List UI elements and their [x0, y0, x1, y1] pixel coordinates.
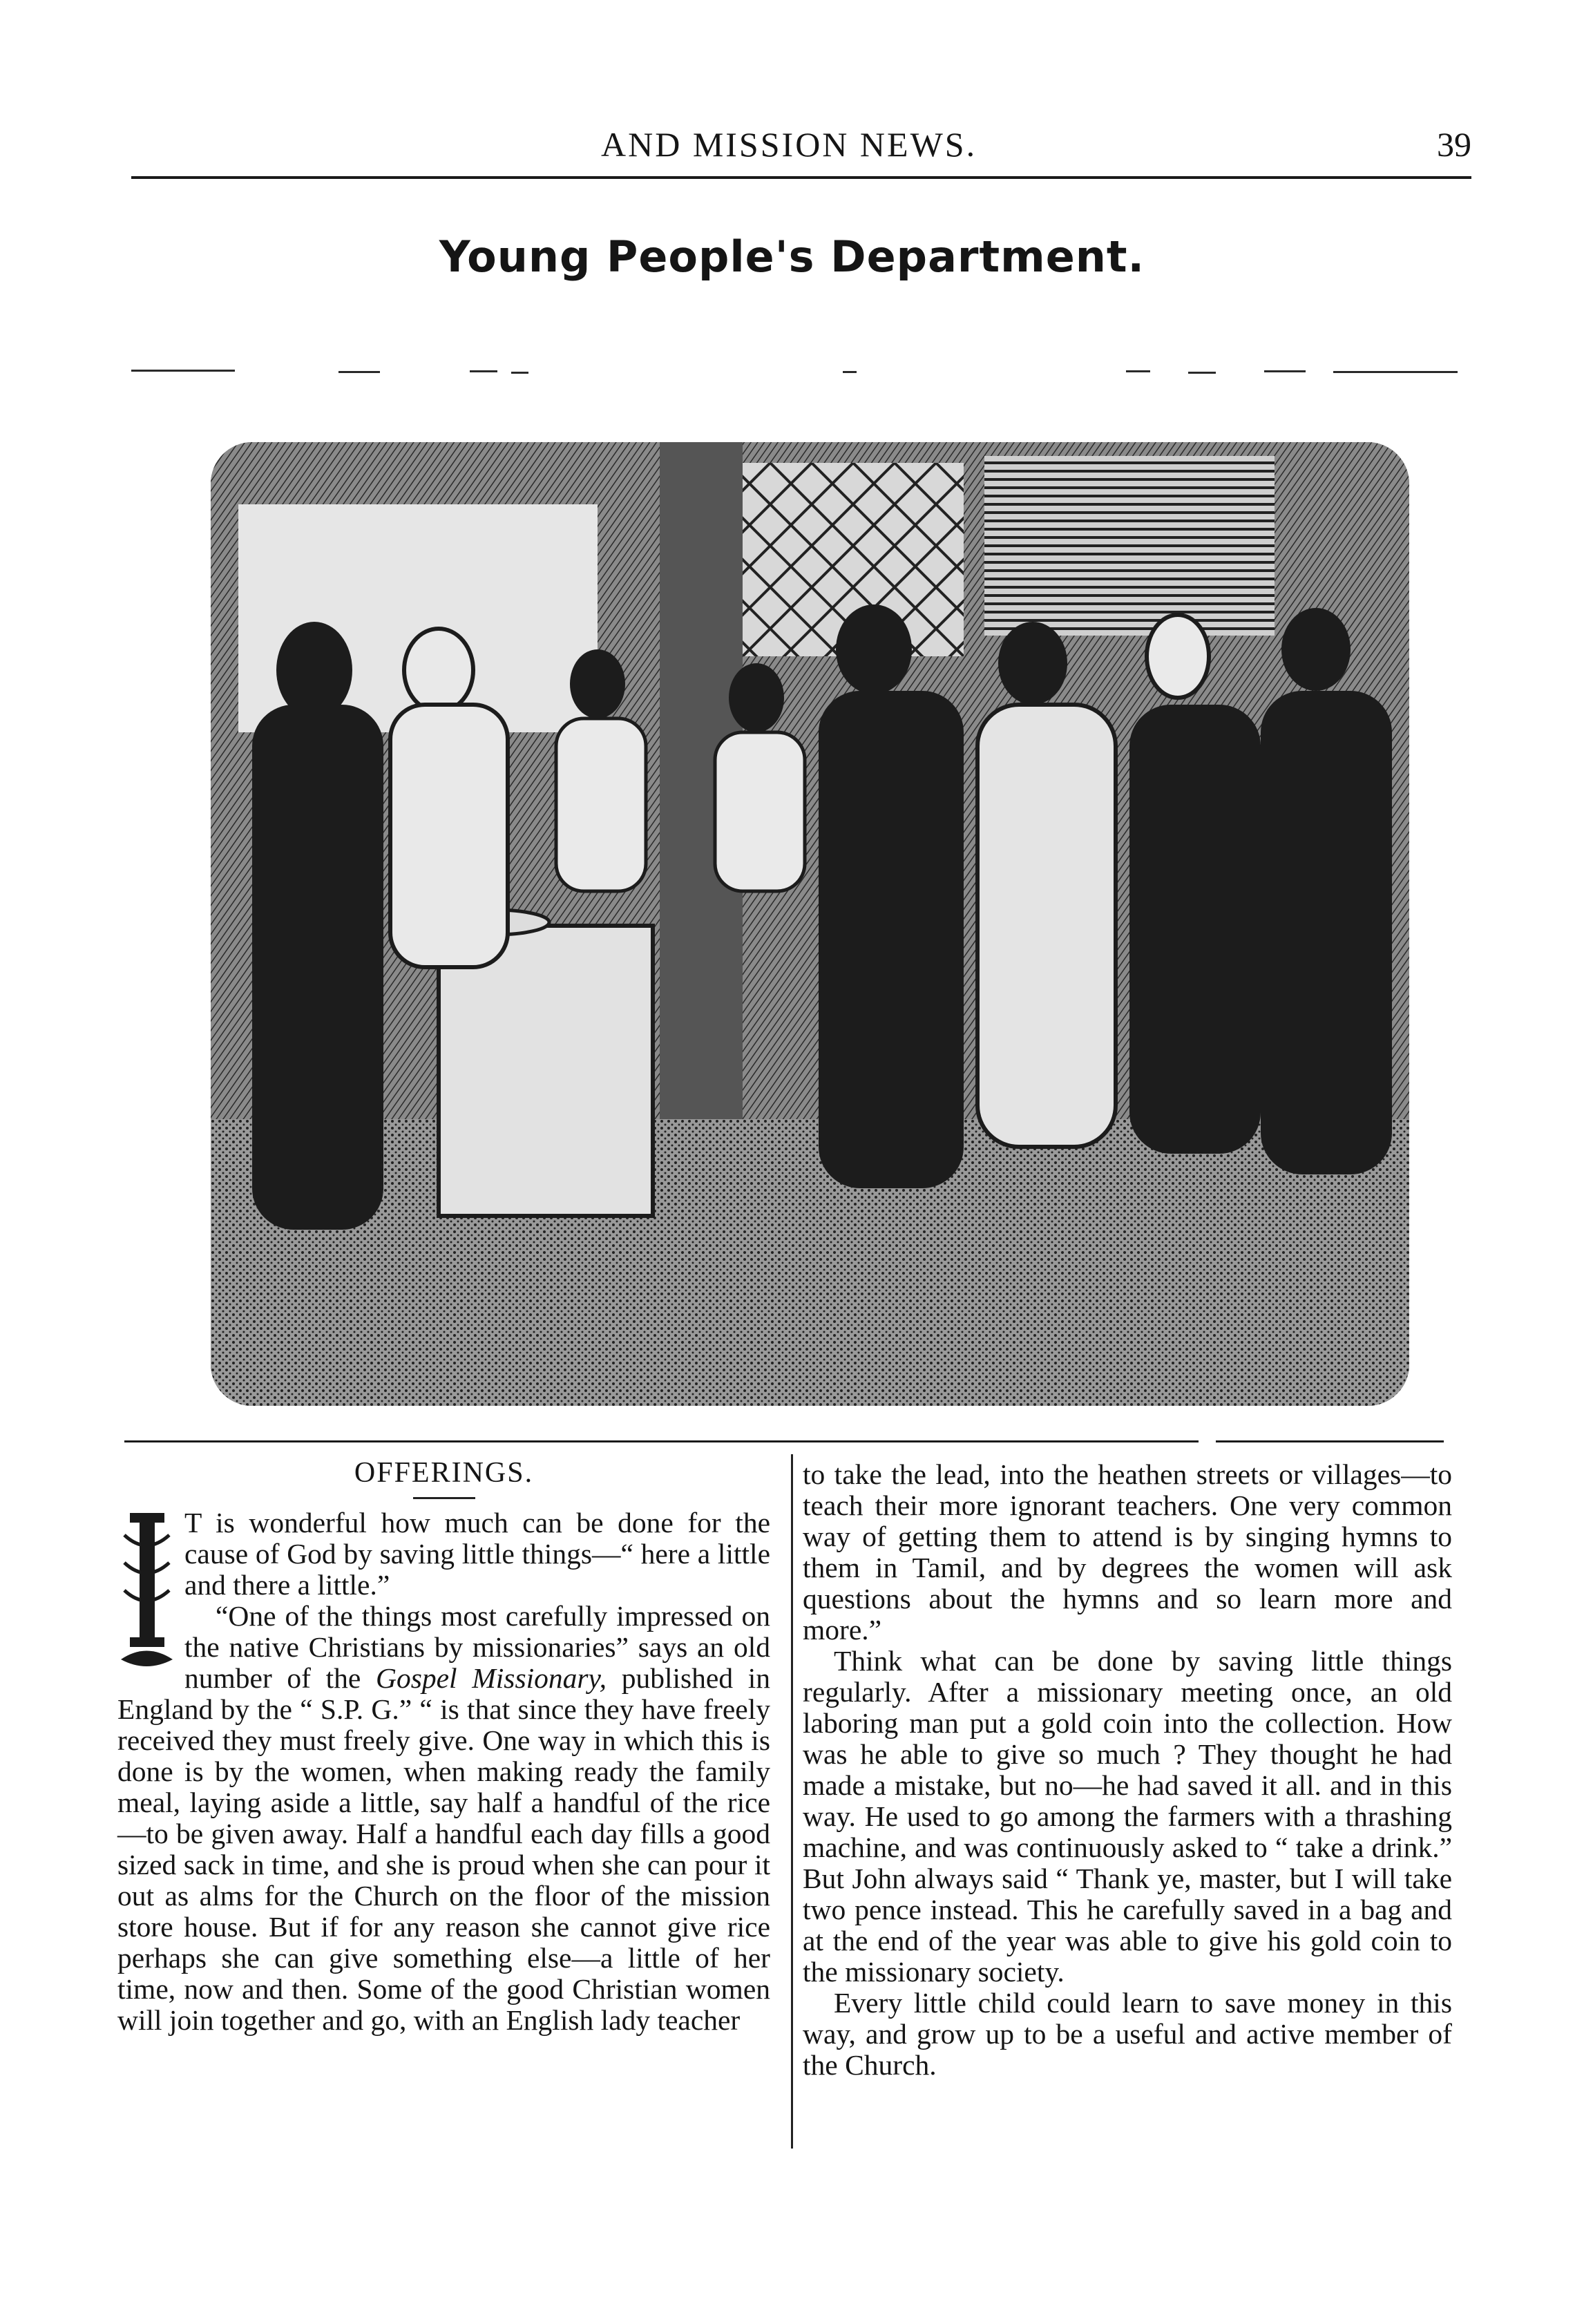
section-title: Young People's Department. [439, 231, 1145, 282]
header-rule [131, 176, 1471, 179]
paragraph-quote [117, 1601, 770, 2036]
floor [211, 1119, 1409, 1406]
paragraph-continuation: to take the lead, into the heathen streets or villages—to teach their more ignorant teachers. One very common way of getting them to attend is by singing hymns to them in Tamil, and by degrees the women will ask questions about the hymns and so learn more and more.” [803, 1458, 1452, 1646]
running-title: AND MISSION NEWS. [601, 125, 977, 164]
engraving-scene [211, 442, 1409, 1406]
publication-title: Gospel Missionary, [375, 1662, 607, 1694]
quote-text-part2: published in England by the “ S.P. G.” “ is that since they have freely received they must freely give. One way in which this is done is by the women, when making ready the family meal, laying aside a little, say half a handful of the rice—to be given away. Half a handful each day fills a good sized sack in time, and she is proud when she can pour it out as alms for the Church on the floor of the mission store house. But if for any reason she cannot give rice perhaps she can give something else—a little of her time, now and then. Some of the good Christian women will join together and go, with an English lady teacher [117, 1662, 770, 2036]
paragraph-gold-coin: Think what can be done by saving little things regularly. After a missionary meeting once, an old laboring man put a gold coin into the collection. How was he able to give so much ? They thought he had made a mistake, but no—he had saved it all. and in this way. He used to go among the farmers with a thrashing machine, and was continuously asked to “ take a drink.” But John always said “ Thank ye, master, but I will take two pence instead. This he carefully saved in a bag and at the end of the year was able to give his gold coin to the missionary society. [803, 1645, 1452, 1988]
article-top-rule [124, 1440, 1199, 1442]
page-number: 39 [1437, 125, 1471, 164]
paragraph-opening: T is wonderful how much can be done for the cause of God by saving little things—“ here a little and there a little.” [184, 1507, 770, 1601]
engraving-illustration [211, 442, 1409, 1406]
paragraph-closing: Every little child could learn to save money in this way, and grow up to be a useful and active member of the Church. [803, 1987, 1452, 2081]
article-top-rule-right [1216, 1440, 1444, 1442]
title-rule [413, 1497, 475, 1499]
column-divider [791, 1454, 793, 2149]
quote-text-part1: “One of the things most carefully impressed on the native Christians by missionaries” says an old number of the [184, 1600, 770, 1694]
article-column-right [803, 1459, 1452, 2081]
running-head [131, 124, 1471, 166]
shutters [984, 456, 1275, 636]
article-column-left [117, 1458, 770, 2036]
ornamental-dropcap [117, 1507, 176, 1673]
article-title: OFFERINGS. [354, 1457, 534, 1489]
